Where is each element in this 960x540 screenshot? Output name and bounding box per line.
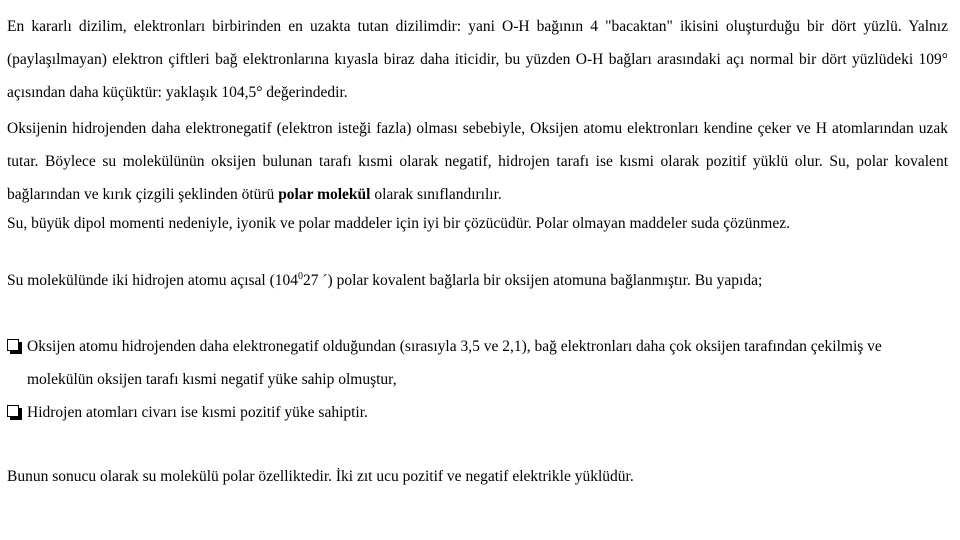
degree-superscript: 0	[298, 271, 304, 282]
paragraph-electronegativity-end: olarak sınıflandırılır.	[370, 186, 502, 203]
square-bullet-icon	[7, 405, 19, 417]
square-bullet-icon	[7, 339, 19, 351]
paragraph-bond-angle-end: 27 ´) polar kovalent bağlarla bir oksijen atomuna bağlanmıştır. Bu yapıda;	[303, 272, 763, 289]
paragraph-electronegativity-text: Oksijenin hidrojenden daha elektronegatif (elektron isteği fazla) olması sebebiyle, Oksijen atomu elektronları kendine çeker ve H atomlarından uzak tutar. Böylece su molekülünün oksijen bulunan tarafı kısmi olarak negatif, hidrojen tarafı ise kısmi olarak pozitif yüklü olur. Su, polar kovalent bağlarından ve kırık çizgili şeklinden ötürü	[7, 120, 948, 203]
list-item	[7, 330, 948, 396]
paragraph-bond-angle	[7, 264, 948, 297]
list-item	[7, 396, 948, 429]
bullet-text: Oksijen atomu hidrojenden daha elektronegatif olduğundan (sırasıyla 3,5 ve 2,1), bağ elektronları daha çok oksijen tarafından çekilmiş ve molekülün oksijen tarafı kısmi negatif yüke sahip olmuştur,	[27, 338, 882, 388]
paragraph-dipole-solvent: Su, büyük dipol momenti nedeniyle, iyonik ve polar maddeler için iyi bir çözücüdür. Polar olmayan maddeler suda çözünmez.	[7, 215, 790, 232]
paragraph-stable-arrangement: En kararlı dizilim, elektronları birbirinden en uzakta tutan dizilimdir: yani O-H bağının 4 "bacaktan" ikisini oluşturduğu bir dört yüzlü. Yalnız (paylaşılmayan) elektron çiftleri bağ elektronlarına kıyasla biraz daha iticidir, bu yüzden O-H bağları arasındaki açı normal bir dört yüzlüdeki 109° açısından daha küçüktür: yaklaşık 104,5° değerindedir.	[7, 18, 948, 101]
paragraph-bond-angle-text: Su molekülünde iki hidrojen atomu açısal (104	[7, 272, 299, 289]
paragraph-conclusion: Bunun sonucu olarak su molekülü polar özelliktedir. İki zıt ucu pozitif ve negatif elektrikle yüklüdür.	[7, 468, 634, 485]
polar-molecule-term: polar molekül	[278, 186, 371, 203]
paragraph-electronegativity	[7, 112, 948, 211]
bullet-text: Hidrojen atomları civarı ise kısmi pozitif yüke sahiptir.	[27, 404, 368, 421]
bullet-list	[7, 330, 948, 429]
